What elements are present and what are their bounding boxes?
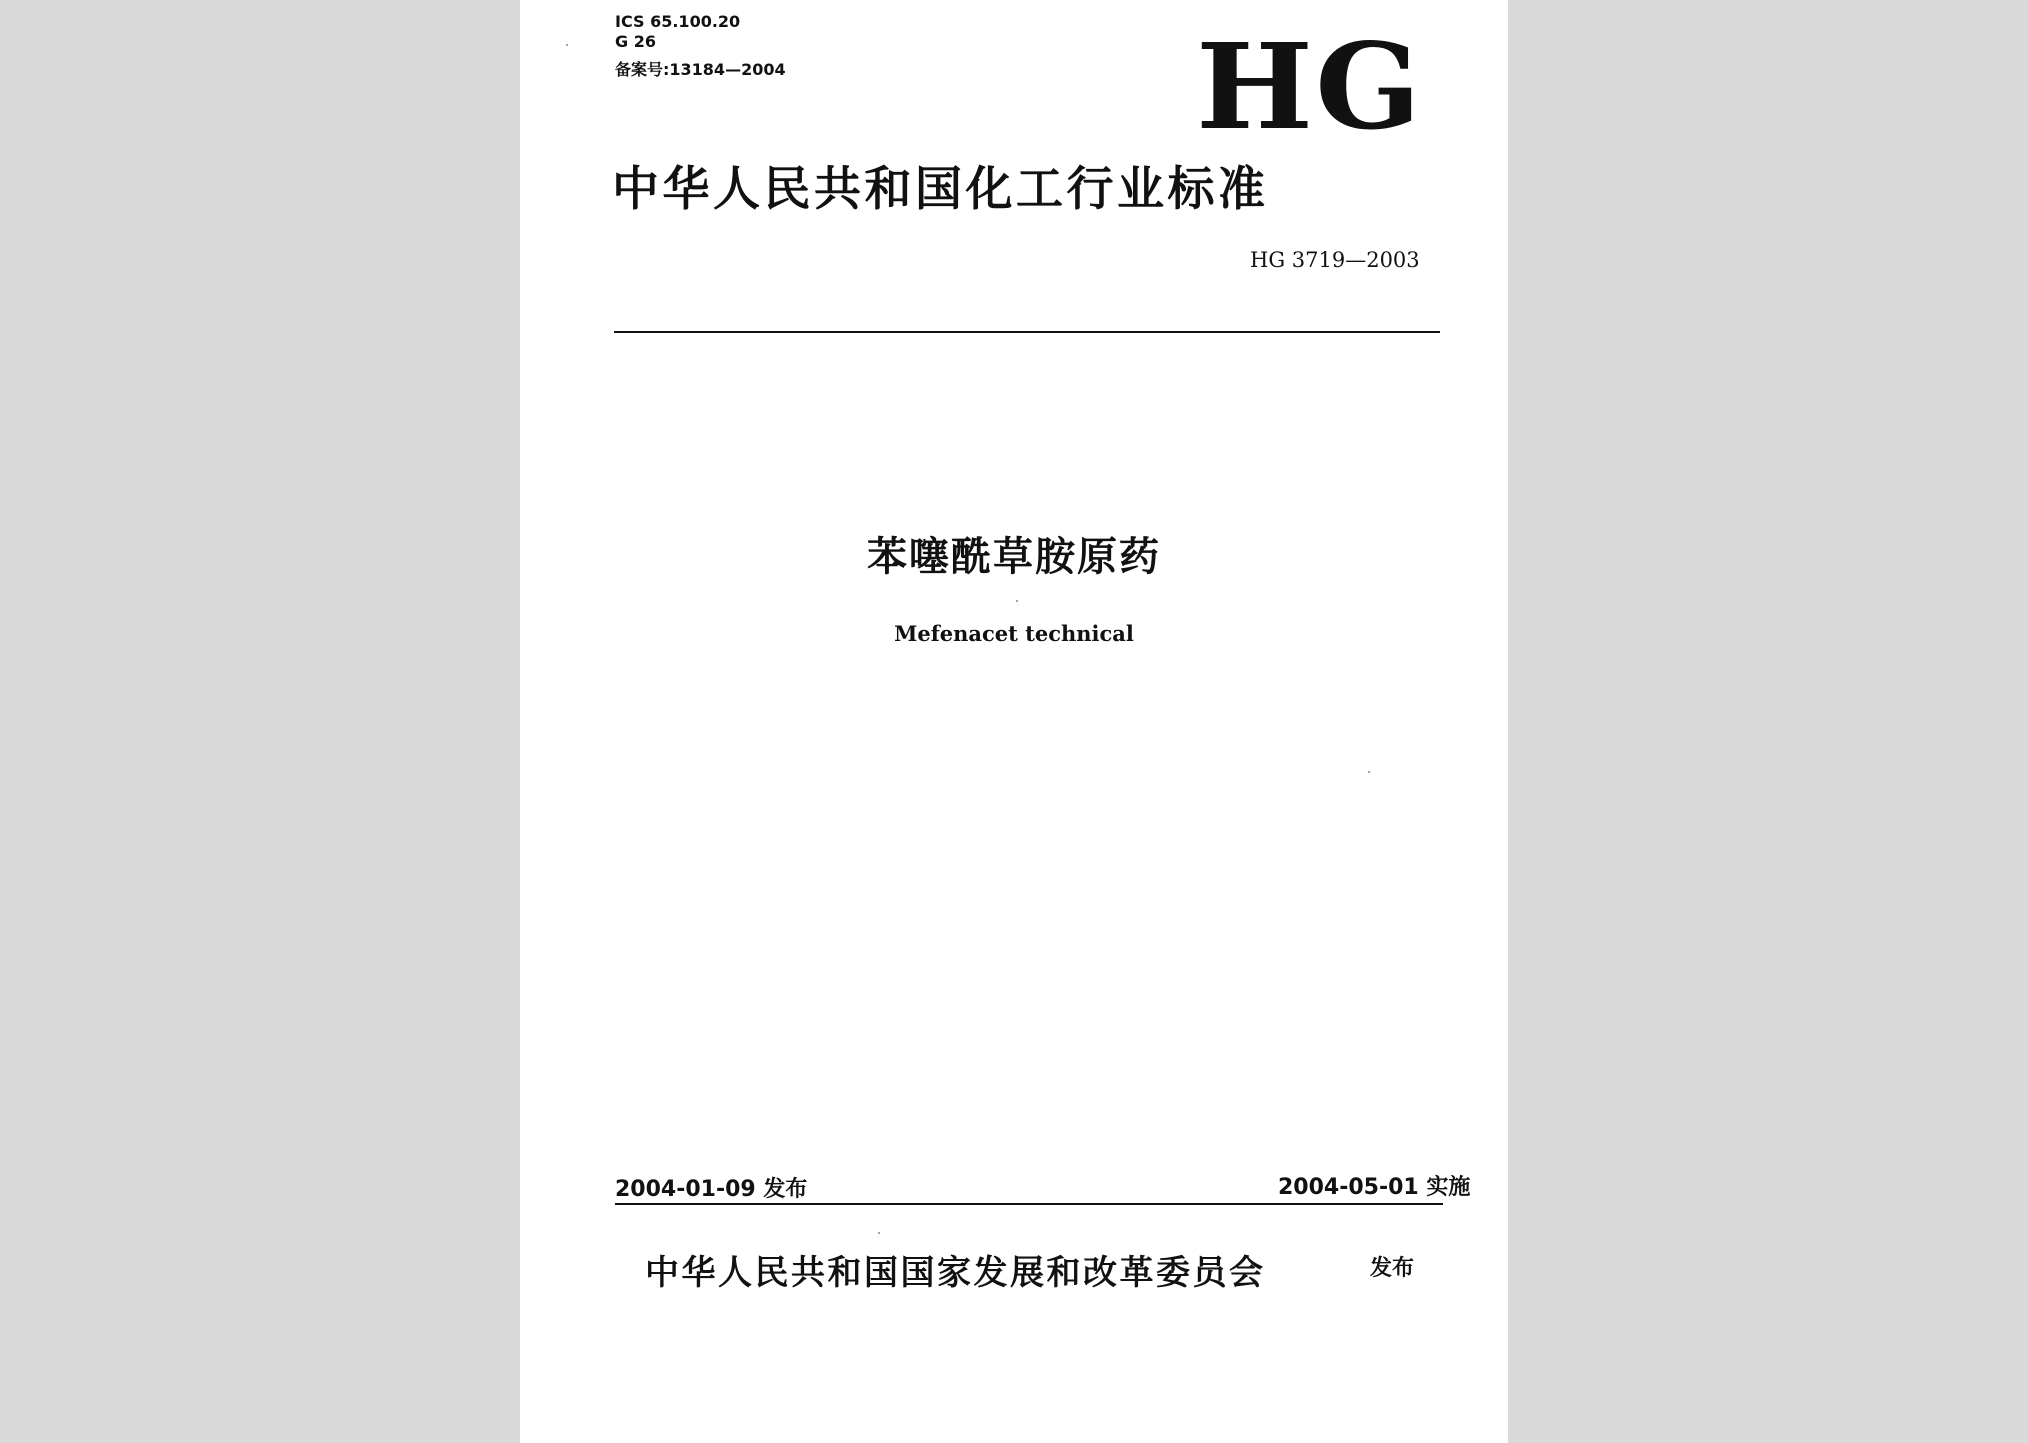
bottom-divider [615,1203,1443,1205]
top-divider [614,331,1440,333]
class-code: G 26 [615,32,656,51]
standard-number: HG 3719—2003 [1250,248,1420,272]
implement-date: 2004-05-01 实施 [1278,1175,1471,1200]
document-title: 苯噻酰草胺原药 [867,534,1161,580]
scan-speck [1016,600,1018,602]
scan-speck [1368,771,1370,773]
scan-speck [566,44,568,46]
issuing-authority: 中华人民共和国国家发展和改革委员会 [645,1253,1266,1293]
document-page [520,0,1508,1443]
publish-date: 2004-01-09 发布 [615,1177,808,1202]
ics-code: ICS 65.100.20 [615,12,741,31]
document-subtitle: Mefenacet technical [894,621,1134,646]
standard-category-title: 中华人民共和国化工行业标准 [612,162,1269,217]
scan-speck [878,1232,880,1234]
filing-number: 备案号:13184—2004 [615,60,786,79]
hg-logo: HG [1196,17,1424,156]
issuer-suffix: 发布 [1370,1256,1415,1281]
